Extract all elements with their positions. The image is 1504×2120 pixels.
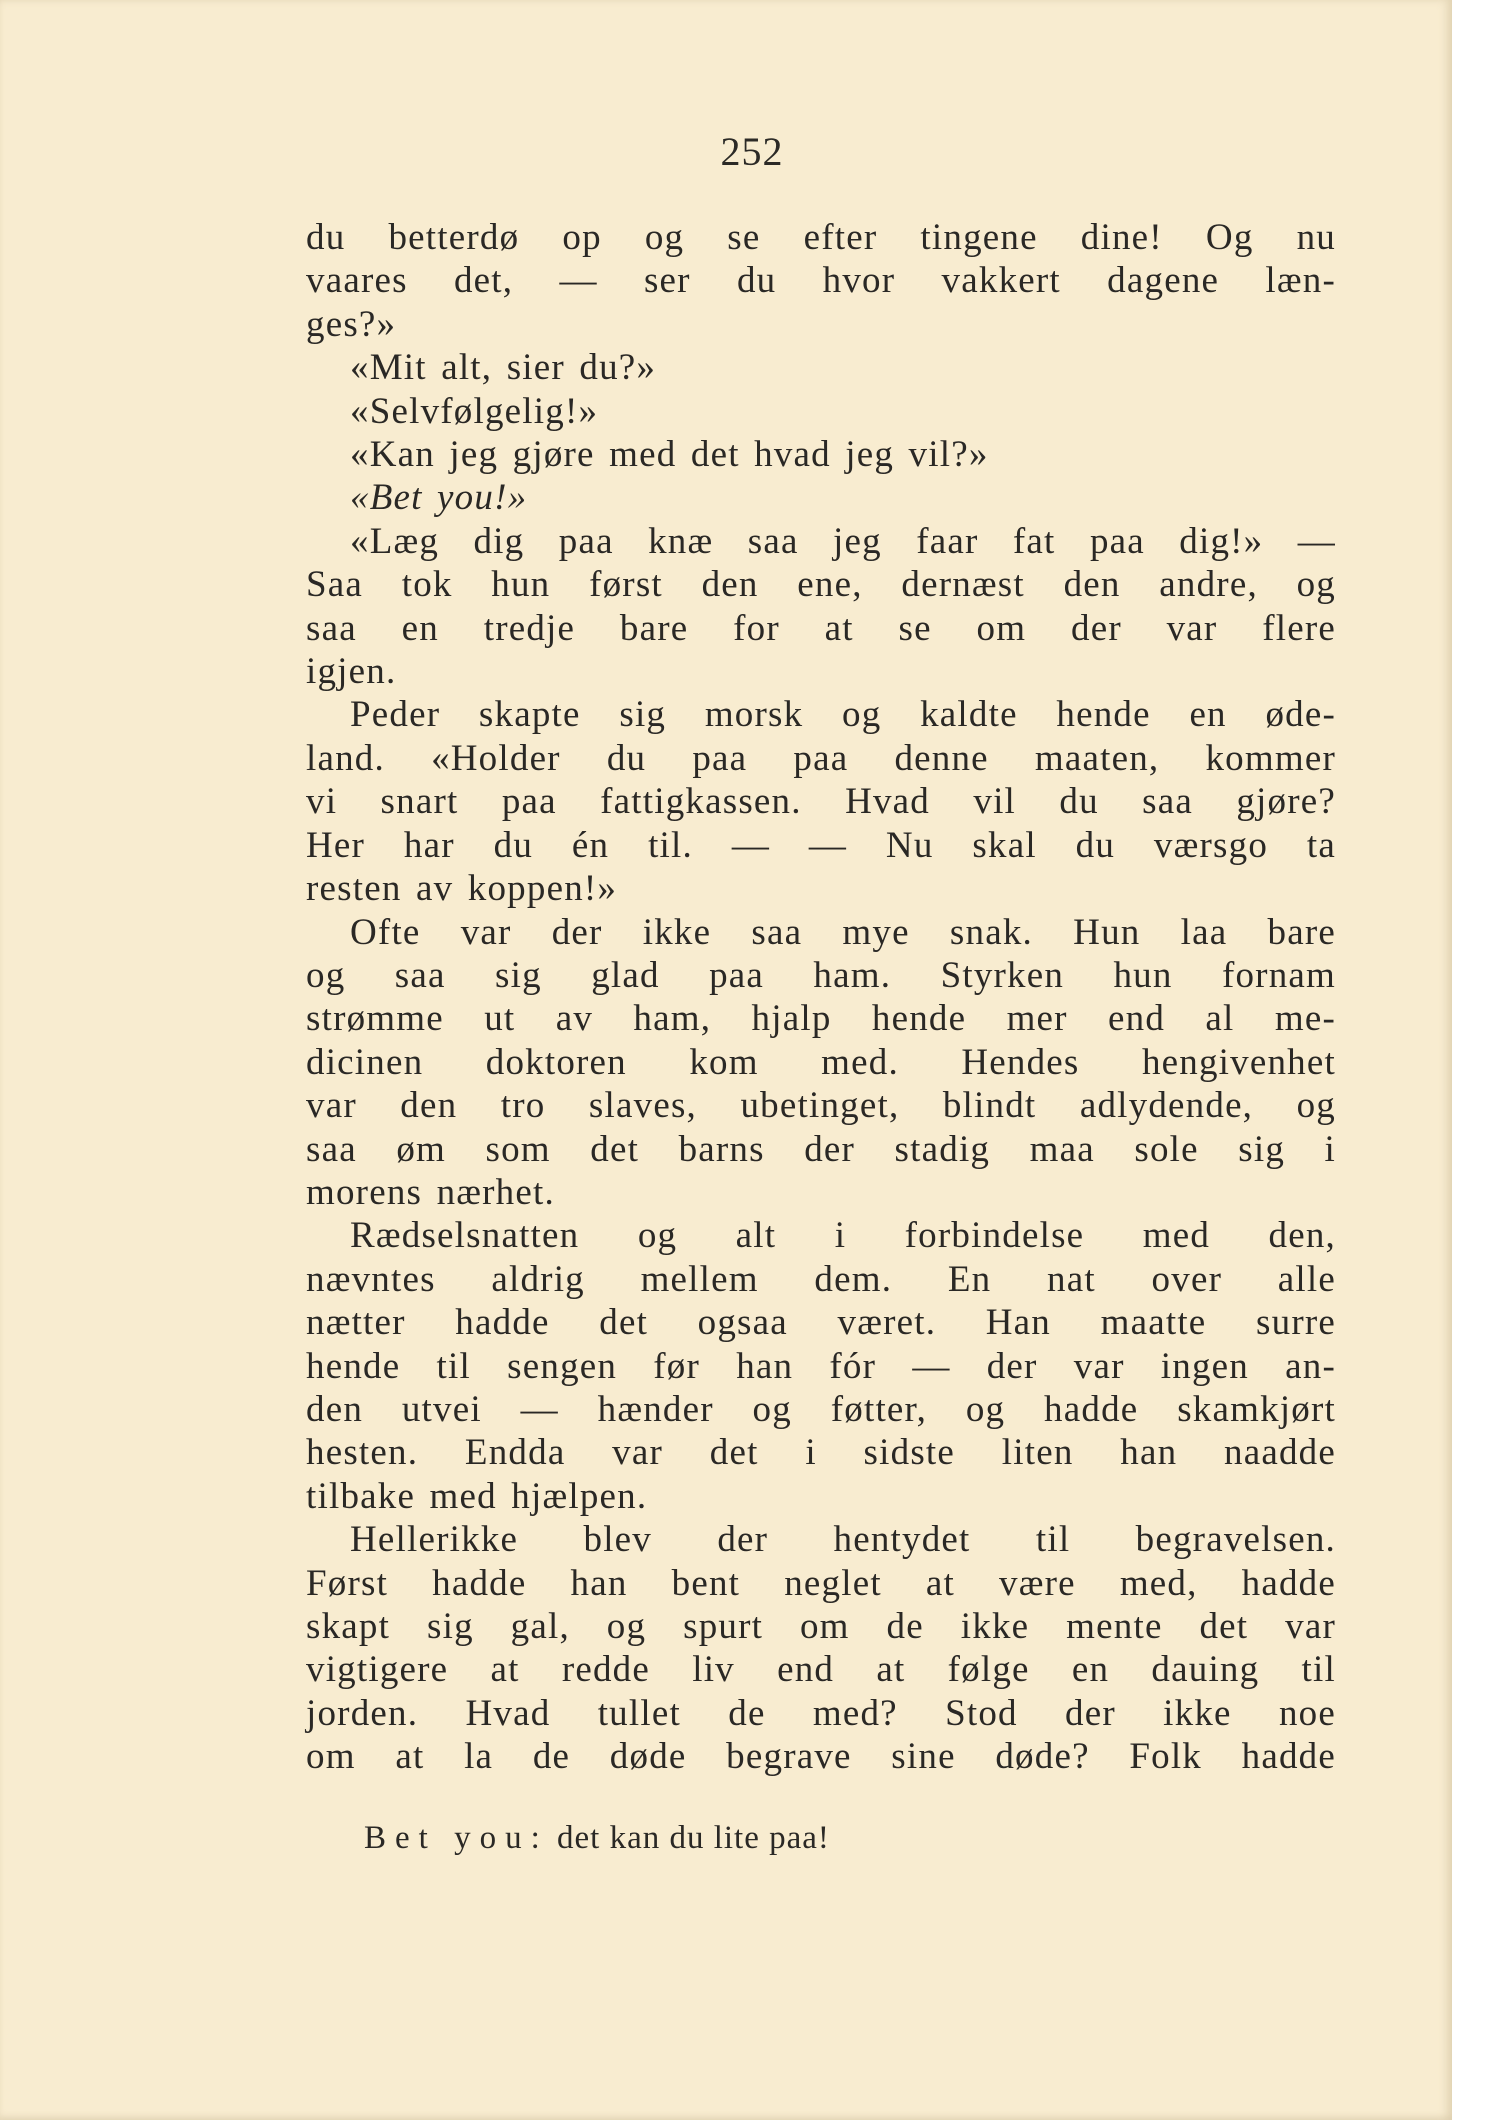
text-line: morens nærhet. xyxy=(306,1171,555,1213)
text-line: hende til sengen før han fór — der var ingen an- xyxy=(306,1345,1336,1387)
text-line: resten av koppen!» xyxy=(306,868,618,910)
footnote xyxy=(364,1820,830,1857)
text-line: «Selvfølgelig!» xyxy=(350,390,599,432)
text-line: strømme ut av ham, hjalp hende mer end al me- xyxy=(306,998,1336,1040)
text-line: «Mit alt, sier du?» xyxy=(350,347,657,389)
page-number: 252 xyxy=(720,129,784,174)
text-line: hesten. Endda var det i sidste liten han naadde xyxy=(306,1432,1336,1474)
text-line: den utvei — hænder og føtter, og hadde skamkjørt xyxy=(306,1388,1336,1430)
text-line: Hellerikke blev der hentydet til begravelsen. xyxy=(350,1519,1336,1561)
text-line: vi snart paa fattigkassen. Hvad vil du saa gjøre? xyxy=(306,781,1336,823)
text-line: dicinen doktoren kom med. Hendes hengivenhet xyxy=(306,1041,1336,1083)
text-line: skapt sig gal, og spurt om de ikke mente det var xyxy=(306,1606,1336,1647)
text-line: du betterdø op og se efter tingene dine! Og nu xyxy=(306,217,1336,258)
text-line: saa øm som det barns der stadig maa sole sig i xyxy=(306,1128,1336,1170)
text-line: om at la de døde begrave sine døde? Folk hadde xyxy=(306,1736,1336,1778)
text-line: vigtigere at redde liv end at følge en dauing til xyxy=(306,1649,1336,1691)
text-line: «Læg dig paa knæ saa jeg faar fat paa dig!» — xyxy=(350,520,1336,562)
text-line: land. «Holder du paa paa denne maaten, kommer xyxy=(306,737,1336,779)
text-line: Først hadde han bent neglet at være med, hadde xyxy=(306,1562,1336,1604)
text-line: var den tro slaves, ubetinget, blindt adlydende, og xyxy=(306,1085,1336,1127)
text-line: igjen. xyxy=(306,651,397,693)
footnote-term: Bet you: xyxy=(364,1820,549,1856)
text-line: jorden. Hvad tullet de med? Stod der ikke noe xyxy=(306,1692,1336,1734)
body-text xyxy=(306,216,1336,1779)
text-line: «Kan jeg gjøre med det hvad jeg vil?» xyxy=(350,434,989,476)
text-line: Saa tok hun først den ene, dernæst den andre, og xyxy=(306,564,1336,606)
footnote-gloss: det kan du lite paa! xyxy=(557,1820,830,1856)
text-line: ges?» xyxy=(306,303,397,345)
text-line: Peder skapte sig morsk og kaldte hende en øde- xyxy=(350,694,1336,736)
text-line: vaares det, — ser du hvor vakkert dagene læn- xyxy=(306,260,1336,302)
text-line: tilbake med hjælpen. xyxy=(306,1475,648,1517)
text-line: Ofte var der ikke saa mye snak. Hun laa bare xyxy=(350,911,1336,953)
text-line: Rædselsnatten og alt i forbindelse med den, xyxy=(350,1215,1336,1257)
text-line: «Bet you!» xyxy=(350,477,528,519)
text-line: saa en tredje bare for at se om der var flere xyxy=(306,607,1336,649)
text-line: og saa sig glad paa ham. Styrken hun fornam xyxy=(306,954,1336,996)
text-line: nævntes aldrig mellem dem. En nat over alle xyxy=(306,1258,1336,1300)
text-line: nætter hadde det ogsaa været. Han maatte surre xyxy=(306,1302,1336,1344)
text-line: Her har du én til. — — Nu skal du værsgo ta xyxy=(306,824,1336,866)
